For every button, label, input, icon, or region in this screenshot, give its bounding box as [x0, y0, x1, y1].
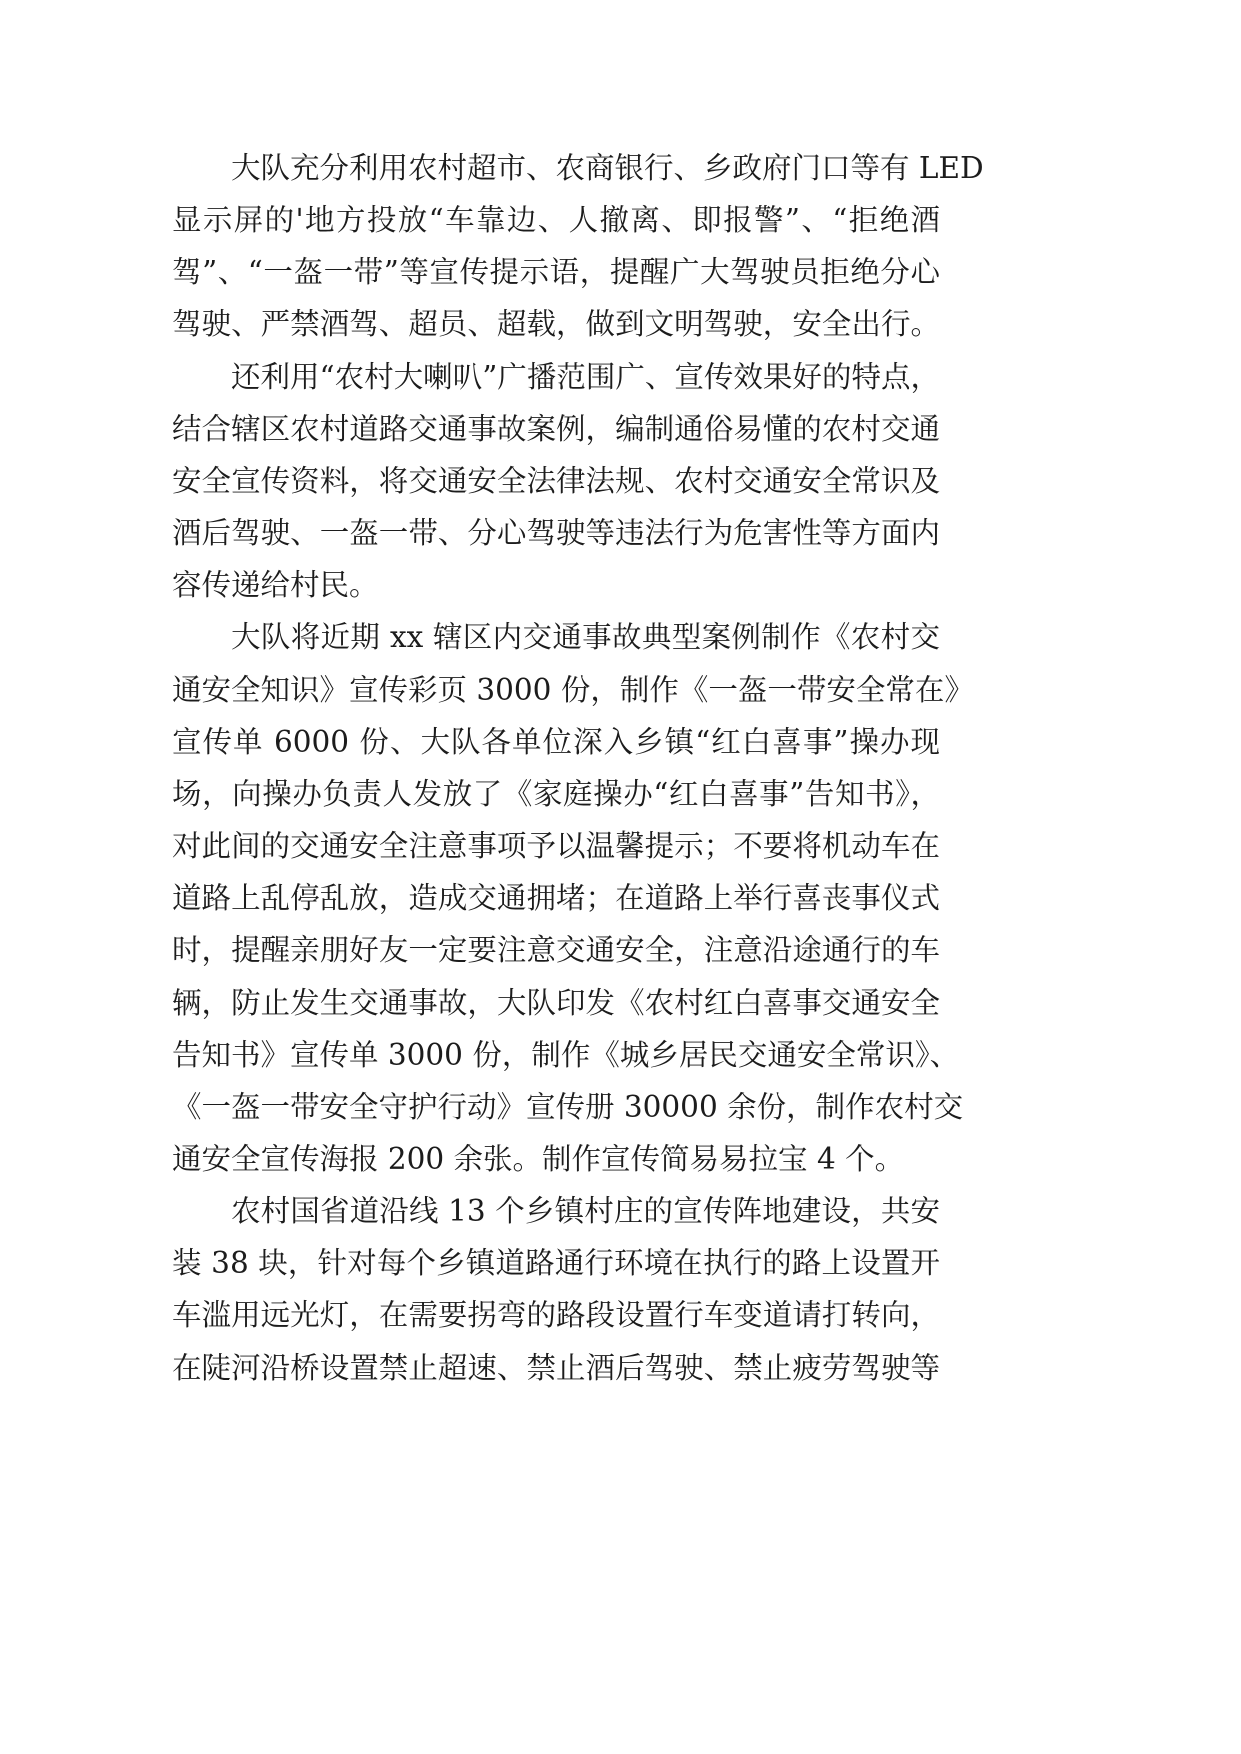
text-line: 时，提醒亲朋好友一定要注意交通安全，注意沿途通行的车	[172, 933, 940, 968]
text-line: 农村国省道沿线 13 个乡镇村庄的宣传阵地建设，共安	[231, 1194, 940, 1229]
text-line: 还利用“农村大喇叭”广播范围广、宣传效果好的特点，	[231, 359, 940, 394]
paragraph-led-display-slogans	[172, 142, 984, 351]
text-line: 在陡河沿桥设置禁止超速、禁止酒后驾驶、禁止疲劳驾驶等	[172, 1350, 940, 1385]
text-line: 告知书》宣传单 3000 份，制作《城乡居民交通安全常识》、	[172, 1037, 960, 1072]
text-line: 酒后驾驶、一盔一带、分心驾驶等违法行为危害性等方面内	[172, 516, 940, 551]
text-line: 宣传单 6000 份、大队各单位深入乡镇“红白喜事”操办现	[172, 724, 940, 759]
text-line: 大队充分利用农村超市、农商银行、乡政府门口等有 LED	[231, 151, 984, 185]
text-line: 道路上乱停乱放，造成交通拥堵；在道路上举行喜丧事仪式	[172, 881, 940, 916]
text-line: 驾驶、严禁酒驾、超员、超载，做到文明驾驶，安全出行。	[172, 307, 940, 342]
text-line: 通安全宣传海报 200 余张。制作宣传简易易拉宝 4 个。	[172, 1141, 905, 1176]
text-line: 显示屏的'地方投放“车靠边、人撤离、即报警”、“拒绝酒	[172, 203, 940, 238]
text-line: 辆，防止发生交通事故，大队印发《农村红白喜事交通安全	[172, 985, 940, 1020]
text-line: 通安全知识》宣传彩页 3000 份，制作《一盔一带安全常在》	[172, 672, 974, 707]
text-line: 场，向操办负责人发放了《家庭操办“红白喜事”告知书》，	[172, 776, 940, 811]
text-line: 《一盔一带安全守护行动》宣传册 30000 余份，制作农村交	[172, 1089, 964, 1124]
text-line: 大队将近期 xx 辖区内交通事故典型案例制作《农村交	[231, 620, 940, 655]
paragraph-roadside-signage	[172, 1185, 940, 1394]
text-line: 驾”、“一盔一带”等宣传提示语，提醒广大驾驶员拒绝分心	[172, 255, 940, 290]
text-line: 结合辖区农村道路交通事故案例，编制通俗易懂的农村交通	[172, 411, 940, 446]
text-line: 装 38 块，针对每个乡镇道路通行环境在执行的路上设置开	[172, 1246, 940, 1281]
document-page	[172, 142, 984, 1394]
text-line: 容传递给村民。	[172, 568, 379, 603]
paragraph-village-loudspeaker	[172, 351, 940, 612]
text-line: 车滥用远光灯，在需要拐弯的路段设置行车变道请打转向，	[172, 1298, 940, 1333]
paragraph-publicity-materials	[172, 611, 974, 1185]
text-line: 安全宣传资料，将交通安全法律法规、农村交通安全常识及	[172, 463, 940, 498]
text-line: 对此间的交通安全注意事项予以温馨提示；不要将机动车在	[172, 829, 940, 864]
